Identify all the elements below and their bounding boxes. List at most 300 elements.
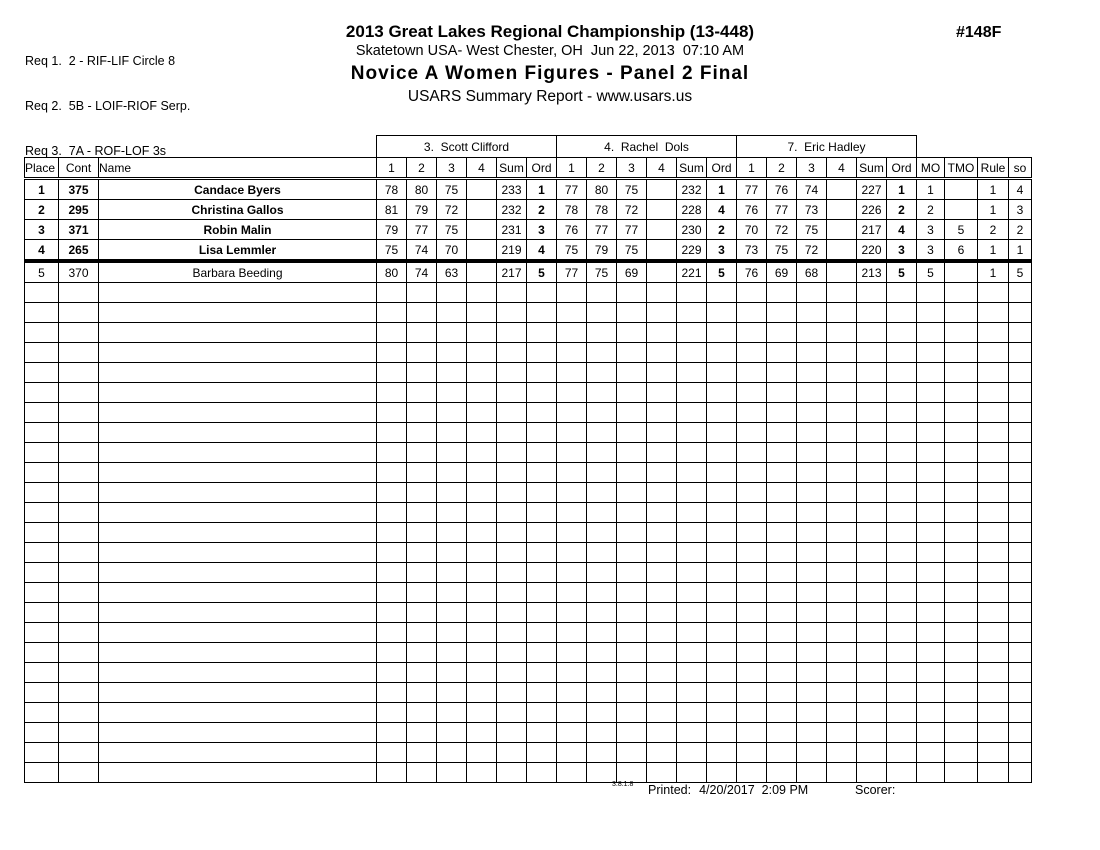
ord-cell [707,483,737,503]
name-cell [99,483,377,503]
judge1-subheader-2: 2 [407,158,437,179]
score-cell [587,343,617,363]
requirement-line-1: Req 1. 2 - RIF-LIF Circle 8 [25,54,176,68]
cont-cell: 295 [59,200,99,220]
judge-name-cell-1: 3. Scott Clifford [377,136,557,158]
score-cell [767,343,797,363]
mo-cell [917,443,945,463]
rule-cell [978,443,1009,463]
score-cell [557,503,587,523]
ord-cell [527,723,557,743]
score-cell [737,343,767,363]
place-cell [25,443,59,463]
score-cell [557,323,587,343]
name-cell [99,503,377,523]
score-cell: 72 [797,240,827,262]
place-cell [25,283,59,303]
score-cell [557,483,587,503]
name-cell [99,703,377,723]
score-cell [617,543,647,563]
printed-label: Printed: [648,783,692,797]
place-cell [25,703,59,723]
score-cell [377,543,407,563]
score-cell: 77 [737,179,767,200]
score-cell [587,403,617,423]
empty-row [25,623,1032,643]
rule-cell [978,303,1009,323]
cont-cell [59,603,99,623]
so-cell [1009,683,1032,703]
judge2-subheader-ord: Ord [707,158,737,179]
mo-cell [917,663,945,683]
ord-cell: 2 [707,220,737,240]
score-cell: 74 [797,179,827,200]
cont-cell [59,563,99,583]
tmo-cell [945,343,978,363]
score-cell [467,343,497,363]
score-cell: 75 [767,240,797,262]
tmo-cell [945,743,978,763]
ord-cell [887,303,917,323]
ord-cell [887,323,917,343]
score-cell [647,343,677,363]
cont-cell [59,363,99,383]
score-cell [467,463,497,483]
score-cell [647,683,677,703]
place-cell [25,523,59,543]
score-cell [587,563,617,583]
tmo-cell [945,583,978,603]
score-cell [797,563,827,583]
score-cell [737,663,767,683]
score-cell: 69 [767,261,797,283]
ord-cell [707,283,737,303]
score-cell [617,743,647,763]
rule-cell [978,383,1009,403]
score-cell [767,563,797,583]
sum-cell [677,403,707,423]
empty-row [25,283,1032,303]
score-cell [467,483,497,503]
score-cell [737,723,767,743]
score-cell [827,261,857,283]
ord-cell: 2 [527,200,557,220]
score-cell [797,623,827,643]
score-cell [797,383,827,403]
stat-header-tmo: TMO [945,158,978,179]
score-cell [767,663,797,683]
ord-cell [707,623,737,643]
score-cell [797,723,827,743]
sum-cell [857,423,887,443]
score-cell [797,503,827,523]
score-cell [407,763,437,783]
judge1-subheader-ord: Ord [527,158,557,179]
so-cell [1009,743,1032,763]
name-cell [99,443,377,463]
ord-cell: 3 [707,240,737,262]
sum-cell: 226 [857,200,887,220]
score-cell [467,363,497,383]
score-cell: 77 [767,200,797,220]
ord-cell [527,363,557,383]
score-cell [767,483,797,503]
empty-row [25,463,1032,483]
empty-row [25,323,1032,343]
rule-cell [978,563,1009,583]
empty-row [25,743,1032,763]
cont-cell: 265 [59,240,99,262]
score-cell [467,503,497,523]
ord-cell: 5 [527,261,557,283]
score-cell [377,723,407,743]
cont-cell [59,743,99,763]
score-cell [587,483,617,503]
score-cell: 77 [617,220,647,240]
rule-cell [978,343,1009,363]
so-cell [1009,623,1032,643]
sum-cell [497,663,527,683]
rule-cell [978,283,1009,303]
score-cell [737,423,767,443]
ord-cell: 1 [527,179,557,200]
score-cell [587,583,617,603]
score-cell [377,443,407,463]
ord-cell [887,383,917,403]
score-cell [797,603,827,623]
score-cell [437,303,467,323]
score-cell [647,179,677,200]
score-cell: 75 [617,240,647,262]
score-cell [437,283,467,303]
score-cell [617,603,647,623]
score-cell [647,483,677,503]
score-cell [467,603,497,623]
score-cell [617,683,647,703]
score-cell [407,363,437,383]
tmo-cell [945,523,978,543]
score-cell [467,179,497,200]
ord-cell [527,563,557,583]
score-cell [827,343,857,363]
rule-cell: 1 [978,200,1009,220]
score-cell [587,463,617,483]
rule-cell [978,463,1009,483]
score-cell [737,583,767,603]
so-cell [1009,563,1032,583]
empty-row [25,563,1032,583]
score-cell [827,363,857,383]
score-cell [377,763,407,783]
score-cell [647,743,677,763]
cont-cell [59,703,99,723]
sum-cell [857,763,887,783]
score-cell [647,403,677,423]
ord-cell [707,303,737,323]
score-cell [767,603,797,623]
score-cell [587,523,617,543]
score-cell [797,463,827,483]
ord-cell [887,663,917,683]
score-cell [467,240,497,262]
name-cell [99,323,377,343]
sum-cell [497,483,527,503]
score-cell [797,403,827,423]
score-cell [767,303,797,323]
score-cell [437,323,467,343]
score-cell [587,443,617,463]
score-cell [467,703,497,723]
tmo-cell: 6 [945,240,978,262]
sum-cell [677,743,707,763]
sum-cell: 229 [677,240,707,262]
ord-cell [887,743,917,763]
score-cell: 73 [797,200,827,220]
score-cell [647,563,677,583]
tmo-cell [945,763,978,783]
score-cell [647,543,677,563]
cont-cell [59,283,99,303]
cont-cell [59,583,99,603]
so-cell: 3 [1009,200,1032,220]
score-cell [737,363,767,383]
score-cell [437,503,467,523]
score-cell: 75 [437,220,467,240]
name-cell: Candace Byers [99,179,377,200]
score-cell [377,323,407,343]
score-cell [437,703,467,723]
score-cell [797,303,827,323]
score-cell: 70 [737,220,767,240]
score-cell [437,443,467,463]
score-cell [557,543,587,563]
score-cell [617,483,647,503]
empty-row [25,443,1032,463]
score-cell [437,343,467,363]
score-cell [797,363,827,383]
sum-cell [857,583,887,603]
place-cell [25,343,59,363]
judge1-subheader-1: 1 [377,158,407,179]
so-cell: 5 [1009,261,1032,283]
score-cell [737,623,767,643]
sum-cell [857,383,887,403]
score-cell [647,463,677,483]
score-cell [647,220,677,240]
empty-row [25,423,1032,443]
score-cell [827,383,857,403]
score-cell [377,583,407,603]
score-cell [827,663,857,683]
empty-row [25,523,1032,543]
mo-cell [917,723,945,743]
score-cell [617,523,647,543]
judge3-subheader-ord: Ord [887,158,917,179]
sum-cell [497,643,527,663]
sum-cell [857,683,887,703]
empty-row [25,603,1032,623]
score-cell [557,563,587,583]
score-cell [617,323,647,343]
score-cell: 72 [437,200,467,220]
judge1-subheader-4: 4 [467,158,497,179]
score-cell [767,323,797,343]
score-cell [617,583,647,603]
tmo-cell [945,283,978,303]
rule-cell [978,583,1009,603]
ord-cell [527,383,557,403]
sum-cell [497,523,527,543]
sum-cell: 220 [857,240,887,262]
score-cell [797,323,827,343]
tmo-cell [945,443,978,463]
score-cell [617,443,647,463]
score-cell [827,443,857,463]
sum-cell: 228 [677,200,707,220]
ord-cell [527,323,557,343]
place-cell [25,583,59,603]
tmo-cell [945,703,978,723]
score-cell [437,523,467,543]
rule-cell [978,323,1009,343]
score-cell [737,683,767,703]
name-cell [99,363,377,383]
cont-cell [59,383,99,403]
cont-cell [59,543,99,563]
sum-cell [677,723,707,743]
so-cell [1009,363,1032,383]
score-cell [377,563,407,583]
ord-cell [707,343,737,363]
sum-cell [497,463,527,483]
score-cell [407,543,437,563]
name-cell [99,683,377,703]
sum-cell [497,603,527,623]
mo-cell [917,423,945,443]
cont-cell [59,763,99,783]
score-cell [407,463,437,483]
cont-cell [59,423,99,443]
score-cell [437,643,467,663]
empty-row [25,343,1032,363]
score-cell [377,743,407,763]
score-cell [647,283,677,303]
score-cell [407,443,437,463]
score-cell [437,423,467,443]
score-cell [557,763,587,783]
name-cell [99,523,377,543]
score-cell [737,483,767,503]
score-cell [587,703,617,723]
rule-cell [978,523,1009,543]
rule-cell: 2 [978,220,1009,240]
score-cell [437,663,467,683]
tmo-cell [945,643,978,663]
ord-cell [887,523,917,543]
ord-cell [527,763,557,783]
score-cell [557,383,587,403]
score-cell [647,323,677,343]
ord-cell: 5 [707,261,737,283]
tmo-cell: 5 [945,220,978,240]
score-cell [647,383,677,403]
sum-cell [497,683,527,703]
name-cell: Robin Malin [99,220,377,240]
ord-cell [527,443,557,463]
score-cell [647,303,677,323]
ord-cell [707,603,737,623]
tmo-cell [945,323,978,343]
score-cell [407,743,437,763]
score-cell [377,283,407,303]
so-cell [1009,643,1032,663]
so-cell [1009,723,1032,743]
mo-cell [917,703,945,723]
cont-cell [59,683,99,703]
score-cell [617,703,647,723]
place-cell [25,363,59,383]
tmo-cell [945,463,978,483]
name-cell [99,583,377,603]
rule-cell [978,503,1009,523]
sum-cell [677,303,707,323]
score-cell [617,343,647,363]
score-cell [737,643,767,663]
score-cell [647,583,677,603]
name-cell [99,303,377,323]
rule-cell [978,683,1009,703]
sum-cell [857,623,887,643]
score-cell: 77 [557,179,587,200]
judge2-subheader-1: 1 [557,158,587,179]
sum-cell [677,703,707,723]
score-cell [407,603,437,623]
score-cell [827,220,857,240]
sum-cell: 232 [497,200,527,220]
ord-cell [707,643,737,663]
score-cell [467,383,497,403]
score-cell: 79 [407,200,437,220]
mo-cell [917,543,945,563]
score-cell [407,523,437,543]
place-cell [25,683,59,703]
place-cell [25,563,59,583]
tmo-cell [945,623,978,643]
score-cell [617,503,647,523]
cont-cell: 370 [59,261,99,283]
score-cell [587,383,617,403]
score-cell [797,643,827,663]
tmo-cell [945,603,978,623]
score-cell [827,303,857,323]
score-cell [407,563,437,583]
score-cell [437,603,467,623]
score-cell [437,483,467,503]
sum-cell [677,683,707,703]
score-cell [467,643,497,663]
sum-cell [497,583,527,603]
score-cell [797,583,827,603]
sum-cell [677,383,707,403]
score-cell: 79 [587,240,617,262]
judge3-subheader-4: 4 [827,158,857,179]
score-cell [467,323,497,343]
score-cell: 76 [557,220,587,240]
sum-cell [857,283,887,303]
empty-row [25,403,1032,423]
score-cell [437,583,467,603]
score-cell [797,443,827,463]
